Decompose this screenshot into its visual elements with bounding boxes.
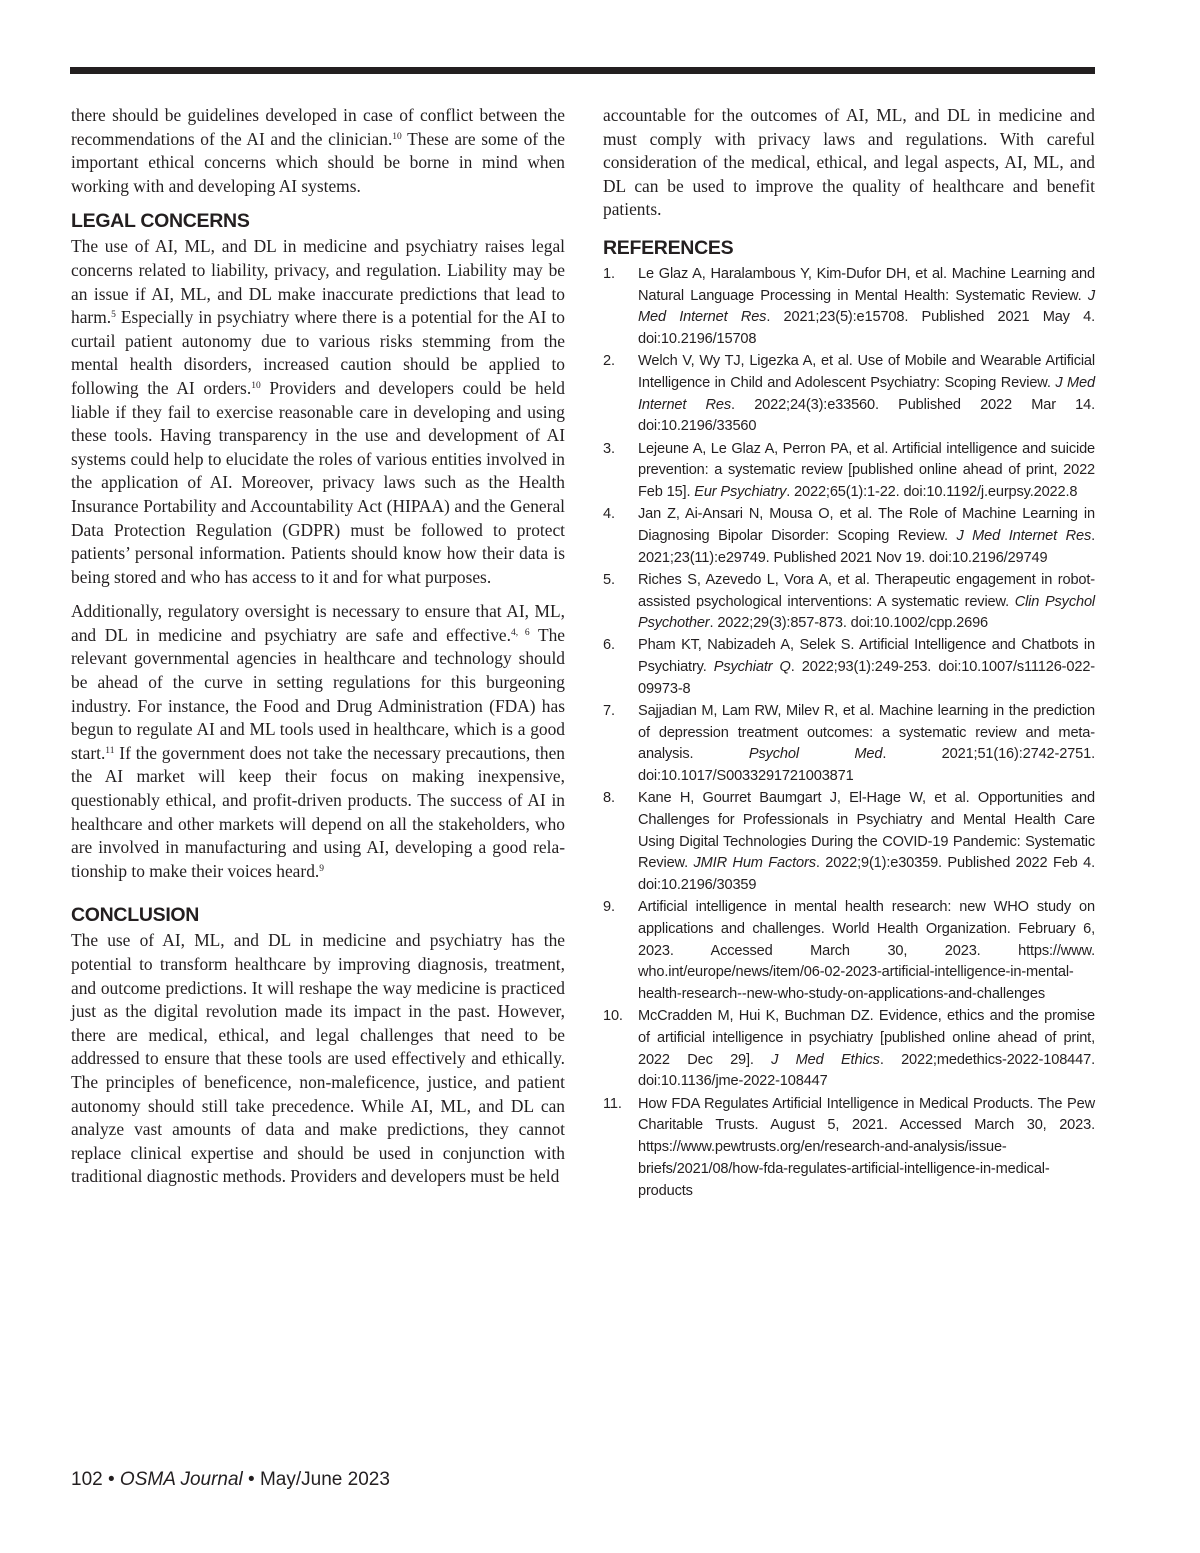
conclusion-heading: CONCLUSION <box>71 904 200 927</box>
citation-superscript: 10 <box>392 131 402 142</box>
journal-name: Psychiatr Q <box>713 659 791 676</box>
left-column <box>71 104 565 1200</box>
reference-number: 6. <box>603 637 615 654</box>
legal-paragraph-1: The use of AI, ML, and DL in medicine and psychiatry raises legal concerns related to liability, privacy, and regulation. Liability may be an issue if AI, ML, and DL make inaccurate predictions that lead to harm.$^5$ Especially in psychiatry where there is a potential for the AI to curtail patient autonomy due to various risks stemming from the mental health disorders, increased caution should be applied to following the AI orders.$^{10}$ Providers and developers could be held liable if they fail to exercise reasonable care in developing and using these tools. Having transparency in the use and development of AI systems could help to elucidate the roles of various entities involved in the application of AI. Moreover, privacy laws such as the Health Insurance Portability and Accountability Act (HIPAA) and the General Data Protection Regulation (GDPR) must be followed to protect patients’ personal information. Patients should know how their data is being stored and who has access to it and for what purposes. <box>71 236 565 587</box>
footer-separator: • <box>242 1469 260 1490</box>
citation-superscript: 11 <box>105 745 115 756</box>
reference-item: 8. Kane H, Gourret Baumgart J, El-Hage W, et al. Opportunities and Challenges for Professionals in Psychiatry and Mental Health Care Using Digital Technologies During the COVID-19 Pandemic: Systematic Review. JMIR Hum Factors. 2022;9(1):e30359. Published 2022 Feb 4. doi:10.2196/30359 <box>603 790 1095 894</box>
journal-name: J Med Ethics <box>771 1051 880 1068</box>
journal-name: JMIR Hum Factors <box>693 855 816 872</box>
reference-number: 2. <box>603 353 615 370</box>
reference-item: 1. Le Glaz A, Haralambous Y, Kim-Dufor DH, et al. Machine Learning and Natural Language Processing in Mental Health: Systematic Review. J Med Internet Res. 2021;23(5):e15708. Published 2021 May 4. doi:10.2196/15708 <box>603 265 1095 348</box>
page-number: 102 <box>71 1469 103 1490</box>
journal-name: J Med Internet Res <box>638 287 1095 326</box>
journal-name: Eur Psychiatry <box>694 484 787 500</box>
reference-number: 9. <box>603 899 615 916</box>
reference-item: 2. Welch V, Wy TJ, Ligezka A, et al. Use of Mobile and Wearable Artificial Intelligence in Child and Adolescent Psychiatry: Scoping Review. J Med Internet Res. 2022;24(3):e33560. Published 2022 Mar 14. doi:10.2196/33560 <box>603 353 1095 435</box>
reference-item: 9. Artificial intelligence in mental health research: new WHO study on applications and challenges. World Health Organization. February 6, 2023. Accessed March 30, 2023. https://www.​who.int/europe/news/item/06-02-2023-artificial-intelligence-​in-mental-health-research--new-who-study-on-applications-​and-challenges <box>603 899 1095 1003</box>
reference-item: 11. How FDA Regulates Artificial Intelligence in Medical Products. The Pew Charitable Trusts. August 5, 2021. Accessed March 30, 2023. https://www.pewtrusts.org/en/research-and-analysis/issue-briefs/2021/08/how-fda-regulates-artificial-intelligence-in-medical-products <box>603 1095 1095 1199</box>
header-rule <box>70 67 1095 74</box>
reference-item: 7. Sajjadian M, Lam RW, Milev R, et al. Machine learning in the prediction of depression treatment outcomes: a systematic review and meta-analysis. Psychol Med. 2021;51(16):2742-2751. doi:10.1017/S0033291721003871 <box>603 703 1095 785</box>
citation-superscript: 4, 6 <box>510 627 530 638</box>
legal-paragraph-2: Additionally, regulatory oversight is necessary to ensure that AI, ML, and DL in medicine and psychiatry are safe and effective.$^{4, 6}$ The relevant governmental agencies in healthcare and technology should be ahead of the curve in setting regulations for this burgeoning industry. For instance, the Food and Drug Administration (FDA) has begun to regulate AI and ML tools used in healthcare, which is a good start.$^{11}$ If the government does not take the necessary precautions, then the AI market will keep their focus on making inexpensive, questionably ethical, and profit-driven products. The success of AI in healthcare and other markets will depend on all the stakeholders, who are involved in manufacturing and using AI, developing a good relationship to make their voices heard.$^9$ <box>71 601 566 881</box>
reference-number: 1. <box>603 265 615 282</box>
reference-number: 7. <box>603 703 615 720</box>
page-footer <box>71 1467 390 1493</box>
reference-item: 5. Riches S, Azevedo L, Vora A, et al. Therapeutic engagement in robot-assisted psychological interventions: A systematic review. Clin Psychol Psychother. 2022;29(3):857-873. doi:10.1002/​cpp.2696 <box>603 571 1095 632</box>
footer-separator: • <box>102 1469 120 1490</box>
citation-superscript: 9 <box>319 863 324 874</box>
reference-number: 4. <box>603 506 615 523</box>
reference-item: 6. Pham KT, Nabizadeh A, Selek S. Artificial Intelligence and Chatbots in Psychiatry. Psychiatr Q. 2022;93(1):249-253. doi:10.1007/​s11126-022-09973-8 <box>603 637 1095 697</box>
reference-item: 3. Lejeune A, Le Glaz A, Perron PA, et al. Artificial intelligence and suicide prevention: a systematic review [published online ahead of print, 2022 Feb 15]. Eur Psychiatry. 2022;65(1):1-22. doi:10.1192/j.eurpsy.2022.8 <box>603 440 1095 500</box>
journal-name: J Med Internet Res <box>638 374 1095 413</box>
reference-number: 10. <box>603 1008 623 1025</box>
references-list <box>603 264 1095 1202</box>
conclusion-paragraph: The use of AI, ML, and DL in medicine and psychiatry has the potential to transform healthcare by improving diagnosis, treatment, and outcome predictions. It will reshape the way medicine is practiced just as the digital revolution made its impact in the past. However, there are medical, ethical, and legal challenges that need to be addressed to ensure that these tools are used effectively and ethically. The principles of beneficence, non-maleficence, justice, and patient autonomy should still take precedence. While AI, ML, and DL can analyze vast amounts of data and make predictions, they cannot replace clinical expertise and should be used in conjunction with traditional diagnostic methods. Providers and developers must be held <box>71 930 565 1187</box>
reference-item: 4. Jan Z, Ai-Ansari N, Mousa O, et al. The Role of Machine Learning in Diagnosing Bipolar Disorder: Scoping Review. J Med Internet Res. 2021;23(11):e29749. Published 2021 Nov 19. doi:10.2196/29749 <box>603 506 1095 566</box>
issue-date: May/June 2023 <box>259 1469 390 1490</box>
legal-concerns-heading: LEGAL CONCERNS <box>71 210 250 233</box>
references-heading: REFERENCES <box>603 236 734 259</box>
continuation-paragraph: accountable for the outcomes of AI, ML, and DL in medicine and must comply with privacy laws and regulations. With careful consideration of the medical, ethical, and legal aspects, AI, ML, and DL can be used to improve the quality of healthcare and benefit patients. <box>603 105 1095 220</box>
journal-name: Clin Psychol Psychother <box>638 593 1095 632</box>
reference-item: 10. McCradden M, Hui K, Buchman DZ. Evidence, ethics and the promise of artificial intelligence in psychiatry [published online ahead of print, 2022 Dec 29]. J Med Ethics. 2022;medethics-2022-108447. doi:10.1136/jme-2022-108447 <box>603 1008 1095 1090</box>
reference-number: 8. <box>603 790 615 807</box>
journal-name: J Med Internet Res <box>956 527 1092 544</box>
intro-paragraph: there should be guidelines developed in case of conflict between the recommendations of the AI and the clinician.$^{10}$ These are some of the important ethical concerns which should be borne in mind when working with and developing AI systems. <box>71 105 565 196</box>
right-column <box>603 104 1095 1203</box>
reference-number: 11. <box>603 1095 622 1112</box>
reference-number: 5. <box>603 571 615 588</box>
reference-number: 3. <box>603 440 615 457</box>
journal-name: Psychol Med <box>748 746 883 763</box>
citation-superscript: 10 <box>251 380 261 391</box>
citation-superscript: 5 <box>111 310 116 321</box>
journal-title: OSMA Journal <box>119 1469 243 1490</box>
